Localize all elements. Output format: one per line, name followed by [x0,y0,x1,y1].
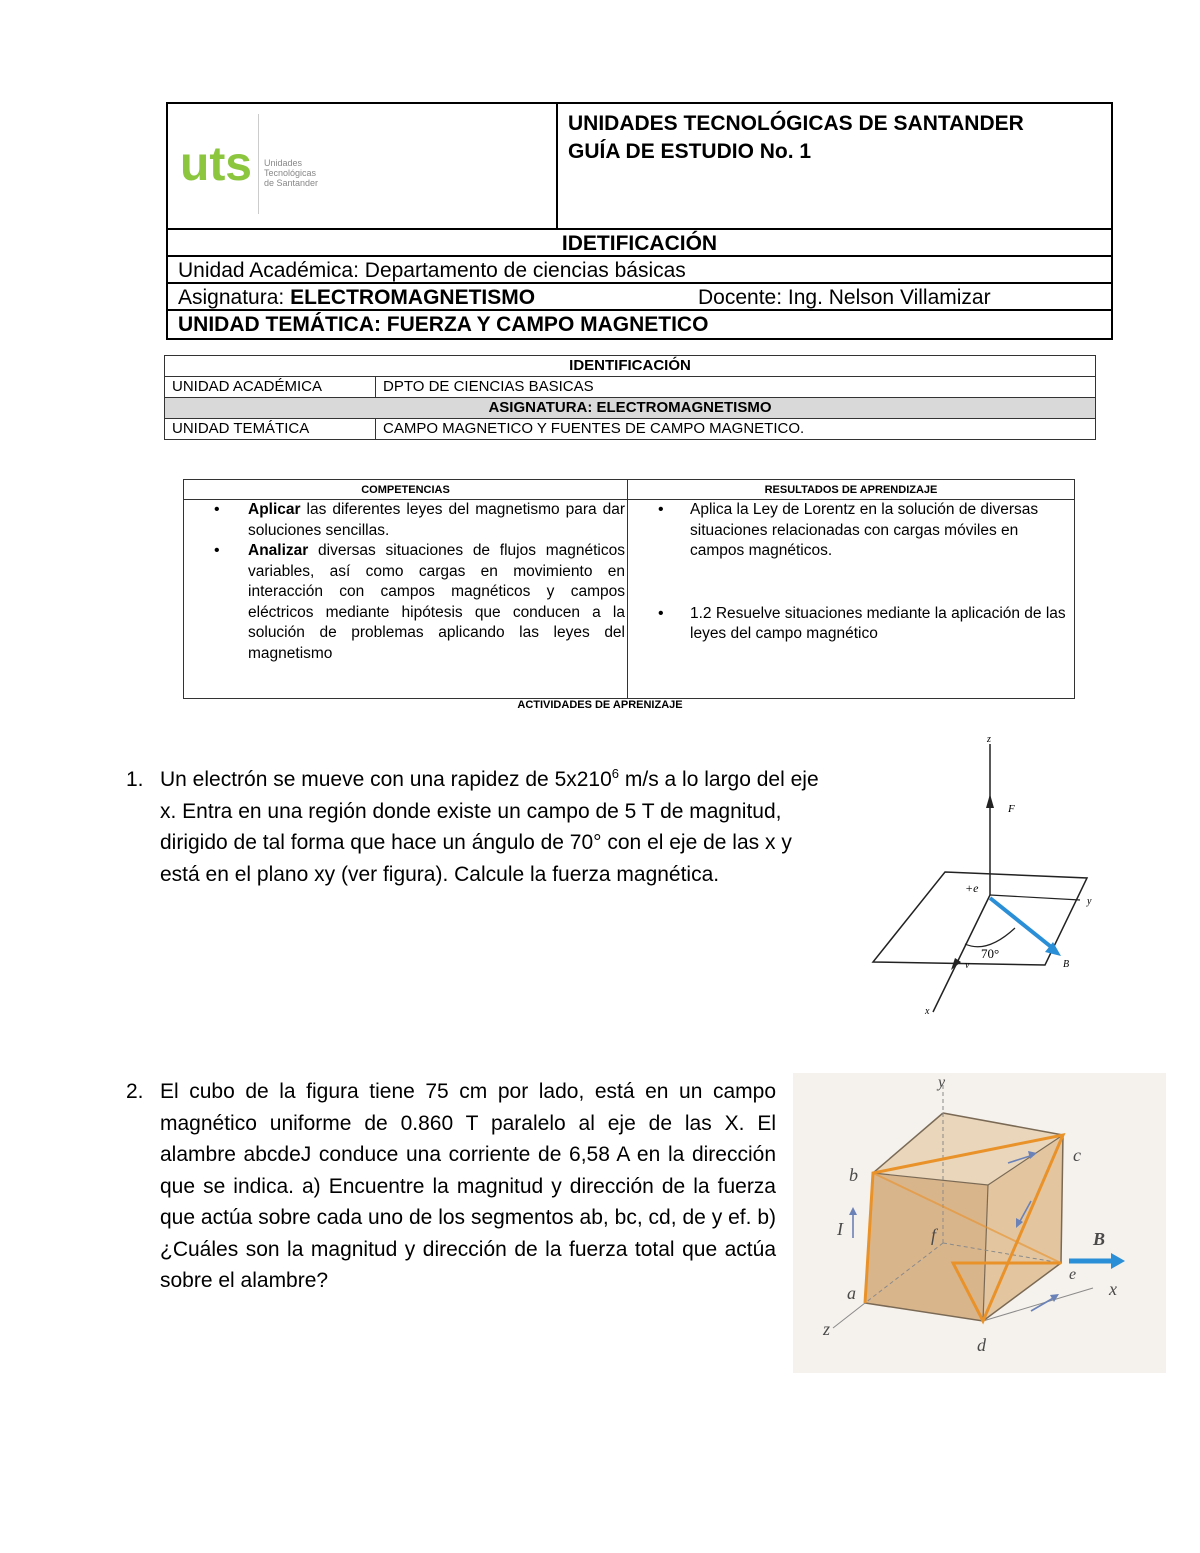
y-axis [990,895,1080,900]
v-label: v [965,960,970,971]
uts-logo-mark [180,142,260,192]
competencias-header: COMPETENCIAS [184,480,627,500]
force-arrowhead [986,794,994,808]
unidad-academica-label: UNIDAD ACADÉMICA [165,377,376,398]
z-label: z [987,734,991,745]
y-label: y [938,1074,946,1091]
asignatura-row [168,284,1111,311]
competencias-column [184,480,628,698]
problem-2: 2. El cubo de la figura tiene 75 cm por lado, está en un campo magnético uniforme de 0.860 T paralelo al eje de las X. El alambre abcdeJ conduce una corriente de 6,58 A en la dirección que se indica. a) Encuentre la magnitud y dirección de la fuerza que actúa sobre cada uno de los segmentos ab, bc, cd, de y ef. b) ¿Cuáles son la magnitud y dirección de la fuerza total que actúa sobre el alambre? [160,1076,776,1297]
asignatura-label: Asignatura: [178,286,291,309]
e-label: e [1069,1266,1077,1283]
unidad-tematica-value: CAMPO MAGNETICO Y FUENTES DE CAMPO MAGNETICO. [376,419,1096,440]
identification-table [164,355,1096,440]
x-label: x [1109,1279,1117,1299]
cube-front-face [865,1173,988,1321]
guide-title: GUÍA DE ESTUDIO No. 1 [568,140,812,163]
list-item: • Analizar diversas situaciones de flujos magnéticos variables, así como cargas en movimiento en interacción con campos magnéticos y campos eléctricos mediante hipótesis que conducen a la solución de problemas aplicando las leyes del magnetismo [184,541,627,664]
b-vector [990,898,1055,950]
b-field-label: B [1093,1229,1106,1249]
section-title: IDETIFICACIÓN [168,230,1111,257]
identification-title: IDENTIFICACIÓN [165,356,1096,377]
list-item: • Aplica la Ley de Lorentz en la solución de diversas situaciones relacionadas con cargas móviles en campos magnéticos. [628,500,1074,562]
unidad-tematica-label: UNIDAD TEMÁTICA [165,419,376,440]
angle-label: 70° [981,946,1000,961]
asignatura-band: ASIGNATURA: ELECTROMAGNETISMO [165,398,1096,419]
unidad-academica: Unidad Académica: Departamento de ciencias básicas [168,257,1111,284]
uts-logo [168,104,558,228]
competencias-table [183,479,1075,699]
asignatura-value: ELECTROMAGNETISMO [290,286,536,309]
header-table [166,102,1113,340]
unidad-academica-value: DPTO DE CIENCIAS BASICAS [376,377,1096,398]
figure-1-force-diagram [865,730,1105,1020]
x-label: x [925,1006,930,1017]
b-label: b [849,1165,858,1185]
f-label: F [1008,803,1015,815]
resultados-list [628,500,1074,645]
docente: Docente: Ing. Nelson Villamizar [698,286,991,309]
logo-text: uts [180,142,252,191]
d-label: d [977,1335,986,1355]
y-label: y [1087,896,1092,907]
resultados-header: RESULTADOS DE APRENDIZAJE [628,480,1074,500]
header-title-cell [558,104,1111,228]
competencias-list [184,500,627,664]
problem-number: 2. [126,1080,144,1103]
unidad-tematica: UNIDAD TEMÁTICA: FUERZA Y CAMPO MAGNETICO [178,313,709,336]
z-label: z [823,1319,831,1339]
problem-number: 1. [126,768,144,791]
charge-label: +e [965,881,979,895]
header-top-row [168,104,1111,230]
problem-1: 1. Un electrón se mueve con una rapidez de $5x210^6$ m/s a lo largo del eje x. Entra en una región donde existe un campo de 5 T de magnitud, dirigido de tal forma que hace un ángulo de 70° con el eje de las x y está en el plano xy (ver figura). Calcule la fuerza magnética. [126,766,819,886]
resultados-column [628,480,1074,698]
list-item: • Aplicar las diferentes leyes del magnetismo para dar soluciones sencillas. [184,500,627,541]
activities-title: ACTIVIDADES DE APRENIZAJE [517,699,683,711]
c-label: c [1073,1145,1081,1165]
institution-name: UNIDADES TECNOLÓGICAS DE SANTANDER [568,112,1024,135]
list-item: • 1.2 Resuelve situaciones mediante la aplicación de las leyes del campo magnético [628,604,1074,645]
figure-2-cube-diagram [793,1073,1166,1373]
f-label: f [931,1225,937,1245]
a-label: a [847,1283,856,1303]
i-label: I [837,1219,843,1239]
logo-subtext: Unidades Tecnológicas de Santander [264,158,319,188]
b-label: B [1063,959,1070,970]
